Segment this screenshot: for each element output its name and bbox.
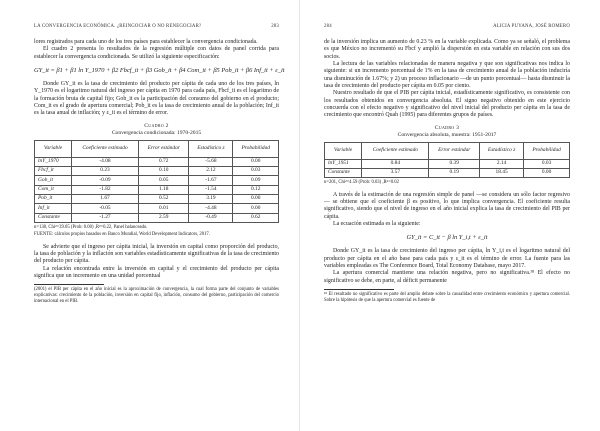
table-row: [325, 168, 570, 177]
table-cell: Inf_it: [35, 204, 72, 213]
table-2: [34, 140, 279, 223]
right-paragraph-5: La ecuación estimada es la siguiente:: [333, 220, 421, 227]
table-row: [35, 166, 279, 175]
table-cell: 0.01: [139, 204, 189, 213]
table-cell: -1.67: [189, 176, 233, 185]
right-paragraph-3: Nuestro resultado de que el PIB per cápita inicial, estadísticamente significativo, es consistente con los resultados obtenidos en convergencia absoluta. El signo negativo obtenido en este ejercicio concuerda con el efecto negativo y significativo del nivel inicial del producto per cápita en la tasa de crecimiento que encontró Quah (1995) para diferentes grupos de países.: [324, 90, 570, 119]
table-3-stats-note: n=201, Chi²=4.59 (Prob: 0.03) ,R²=0.02: [324, 179, 399, 185]
absolute-convergence-equation: GY_it = C_it − β ln Y_i,t + ε_it: [406, 234, 488, 242]
table-cell: 0.00: [233, 157, 279, 166]
table-cell: -0.05: [71, 204, 138, 213]
table-cell: -4.48: [189, 204, 233, 213]
left-paragraph-4: Se advierte que el ingreso per cápita inicial, la inversión en capital como proporción del producto, la tasa de población y la inflación son variables estadísticamente significativas de la tasa de crecimiento del producto per cápita.: [34, 243, 279, 265]
left-footnote: (2001) el PIB per cápita en el año inicial es la aproximación de convergencia, la cual forma parte del conjunto de variables explicativas: crecimiento de la población, inversión en capital fijo, inflación, consumo del gobierno, participación del comercio internacional en el PIB.: [34, 287, 279, 304]
table-cell: 0.39: [429, 159, 480, 168]
right-page-number: 284: [324, 24, 332, 29]
table-cell: 0.23: [71, 166, 138, 175]
table-cell: 1.18: [139, 185, 189, 194]
right-paragraph-6: Donde GY_it es la tasa de crecimiento del ingreso per cápita, ln Y_i,t es el logaritmo natural del producto per cápita en el año base para cada país y ε_it es el término de error. La fuente para las variables empleadas es The Conference Board, Total Economy Database, mayo 2017.: [324, 248, 570, 269]
table-row: [35, 204, 279, 213]
table-cell: -1.82: [71, 185, 138, 194]
left-paragraph-5: La relación encontrada entre la inversión en capital y el crecimiento del producto per cápita significa que un incremento en una unidad porcentual: [34, 265, 279, 279]
left-header-title: LA CONVERGENCIA ECONÓMICA. ¿REINGOCIAR O NO RENEGOCIAR?: [34, 24, 202, 29]
left-paragraph-2: El cuadro 2 presenta lo resultados de la regresión múltiple con datos de panel corrida para establecer la convergencia condicionada. Se utilizó la siguiente especificación:: [34, 46, 279, 60]
table-cell: 3.19: [189, 195, 233, 204]
table-cell: Com_it: [35, 185, 72, 194]
right-paragraph-1: de la inversión implica un aumento de 0.23 % en la variable explicada. Como ya se señaló, el problema es que México no incrementó su Fbcf y amplió la dispersión en esta variable en relación con sus dos socios.: [324, 39, 570, 60]
table-header-cell: Variable: [325, 142, 362, 159]
footnote-divider: [34, 284, 104, 285]
table-cell: Pob_it: [35, 195, 72, 204]
left-running-header: [34, 24, 279, 29]
table-cell: -0.49: [189, 213, 233, 222]
table-header-cell: Error estándar: [139, 140, 189, 157]
table-cell: 0.10: [139, 166, 189, 175]
table-cell: 0.00: [233, 204, 279, 213]
table-header-row: [35, 140, 279, 157]
table-cell: -0.09: [71, 176, 138, 185]
table-header-cell: Coeficiente estimado: [71, 140, 138, 157]
table-3-title: Convergencia absoluta, muestra: 1951-2017: [397, 131, 497, 138]
table-row: [35, 195, 279, 204]
left-paragraph-3: Donde GY_it es la tasa de crecimiento del producto per cápita de cada uno de los tres países, ln Y_1970 es el logaritmo natural del ingreso per cápita en 1970 para cada país, Fbcf_it es el logaritmo de la formación bruta de capital fijo; Gob_it es la participación del consumo del gobierno en el producto; Com_it es el grado de apertura comercial; Pob_it es la tasa de crecimiento anual de la población; Inf_it es la tasa anual de inflación; y ε_it es el término de error.: [34, 81, 279, 117]
table-row: [35, 213, 279, 222]
table-cell: 2.12: [189, 166, 233, 175]
right-footnote: ¹⁸ El resultado no significativo es parte del amplio debate sobre la causalidad entre crecimiento económico y apertura comercial. Sobre la hipótesis de que la apertura comercial es fuente de: [324, 291, 570, 303]
table-3: [324, 142, 570, 179]
right-page: [300, 0, 600, 431]
table-cell: 2.14: [480, 159, 524, 168]
right-paragraph-2: La lectura de las variables relacionadas de manera negativa y que son significativas nos indica lo siguiente: si un incremento porcentual de 1% en la tasa de crecimiento anual de la población induciría una disminución de 1.67%; y 2) un proceso inflacionario —de un punto porcentual— hasta disminuir la tasa de crecimiento del producto per cápita en 0.05 por ciento.: [324, 61, 570, 90]
right-running-header: [324, 24, 570, 29]
table-cell: Constante: [325, 168, 362, 177]
table-2-stats-note: n=138, Chi²=39.05 (Prob: 0.00) ,R²=0.22, Panel balanceado.: [34, 224, 148, 230]
table-cell: 1.67: [71, 195, 138, 204]
table-cell: -5.68: [189, 157, 233, 166]
table-cell: 2.59: [139, 213, 189, 222]
table-header-cell: Probabilidad: [233, 140, 279, 157]
table-row: [35, 157, 279, 166]
table-cell: 0.84: [362, 159, 429, 168]
table-cell: Fbcf_it: [35, 166, 72, 175]
table-header-cell: Estadístico z: [189, 140, 233, 157]
table-header-row: [325, 142, 570, 159]
table-cell: lnY_1951: [325, 159, 362, 168]
right-paragraph-4: A través de la estimación de una regresión simple de panel —se considera un sólo factor regresivo— se obtiene que el coeficiente β es positivo, lo que implica convergencia. El coeficiente resulta significativo, siendo que el nivel de ingreso en el año inicial explica la tasa de crecimiento del PIB per cápita.: [324, 191, 570, 220]
table-2-caption: [34, 123, 279, 137]
left-page-number: 283: [271, 24, 279, 29]
table-cell: 0.62: [233, 213, 279, 222]
table-cell: 0.05: [139, 176, 189, 185]
right-header-title: ALICIA PUYANA, JOSÉ ROMERO: [493, 24, 570, 29]
table-cell: Gob_it: [35, 176, 72, 185]
table-2-source-note: FUENTE: cálculos propios basados en Banco Mundial, World Development Indicators, 2017.: [34, 231, 210, 237]
table-row: [35, 185, 279, 194]
table-cell: 0.03: [233, 166, 279, 175]
table-row: [325, 159, 570, 168]
table-header-cell: Probabilidad: [524, 142, 570, 159]
table-cell: 3.57: [362, 168, 429, 177]
table-cell: 0.72: [139, 157, 189, 166]
table-header-cell: Estadístico z: [480, 142, 524, 159]
table-cell: -1.54: [189, 185, 233, 194]
table-cell: 0.52: [139, 195, 189, 204]
table-cell: 0.19: [429, 168, 480, 177]
table-cell: 0.00: [524, 168, 570, 177]
table-row: [35, 176, 279, 185]
table-header-cell: Coeficiente estimado: [362, 142, 429, 159]
table-2-title: Convergencia condicionada: 1970-2015: [111, 129, 202, 136]
table-cell: 0.03: [524, 159, 570, 168]
footnote-divider: [324, 289, 394, 290]
table-cell: Constante: [35, 213, 72, 222]
table-cell: 18.45: [480, 168, 524, 177]
right-paragraph-7: La apertura comercial mantiene una relación negativa, pero no significativa.¹⁸ El efecto no significativo se debe, en parte, al déficit permanente: [324, 270, 570, 284]
table-cell: 0.09: [233, 176, 279, 185]
table-cell: -4.08: [71, 157, 138, 166]
table-cell: lnY_1970: [35, 157, 72, 166]
table-2-number: Cuadro 2: [144, 122, 169, 129]
table-header-cell: Variable: [35, 140, 72, 157]
table-cell: 0.12: [233, 185, 279, 194]
table-3-caption: [324, 125, 570, 139]
table-header-cell: Error estándar: [429, 142, 480, 159]
table-cell: 0.00: [233, 195, 279, 204]
table-cell: -1.27: [71, 213, 138, 222]
left-paragraph-1: lores registrados para cada uno de los tres países para establecer la convergencia condicionada.: [34, 39, 258, 45]
conditional-convergence-equation: GY_it = β1 + β1 ln Y_1970 + β2 Fbcf_it + β3 Gob_it + β4 Com_it + β5 Pob_it + β6 Inf_it + ε_it: [34, 67, 285, 75]
table-3-number: Cuadro 3: [434, 124, 460, 131]
